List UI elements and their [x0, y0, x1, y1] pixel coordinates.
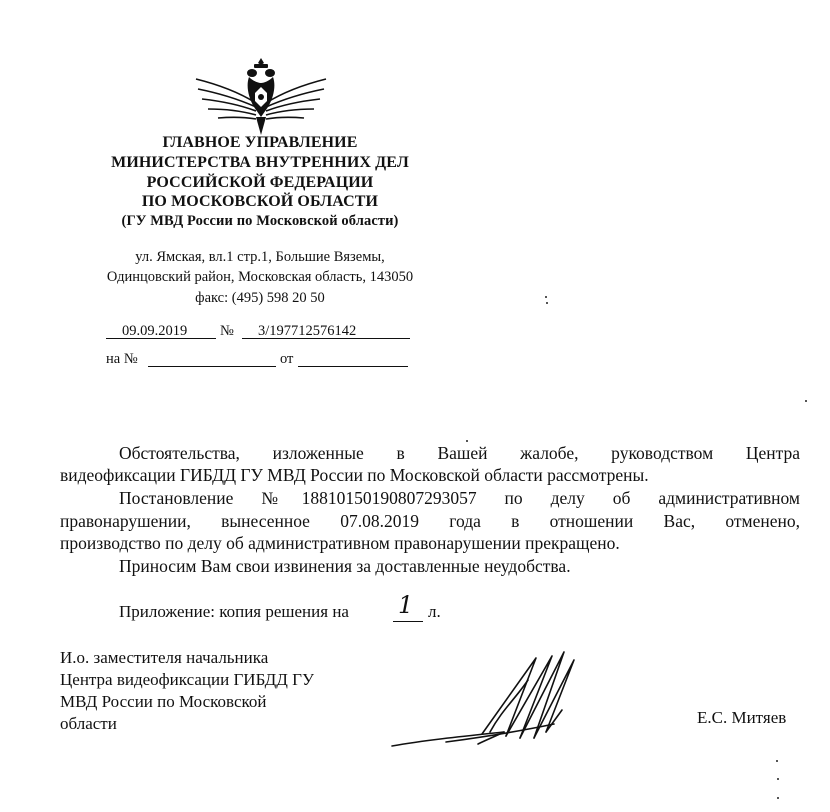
reference-label: на № [106, 351, 138, 367]
mvd-emblem [190, 55, 332, 137]
number-label: № [220, 323, 234, 339]
signatory-title-line-1: И.о. заместителя начальника [60, 648, 269, 667]
date-underline [106, 338, 216, 339]
org-name-line-2: МИНИСТЕРСТВА ВНУТРЕННИХ ДЕЛ [111, 154, 409, 171]
number-underline [242, 338, 410, 339]
fax-number: факс: (495) 598 20 50 [195, 290, 325, 306]
paragraph-1-line-1: Обстоятельства, изложенные в Вашей жалобе, руководством Центра [119, 443, 800, 463]
paragraph-2-line-1: Постановление №18810150190807293057 по делу об административном [119, 488, 800, 508]
org-short-name: (ГУ МВД России по Московской области) [121, 213, 399, 229]
signatory-name: Е.С. Митяев [697, 708, 787, 727]
attachment-prefix: Приложение: копия решения на [119, 602, 349, 621]
attachment-suffix: л. [428, 602, 441, 621]
address-line-1: ул. Ямская, вл.1 стр.1, Большие Вяземы, [135, 249, 385, 265]
from-underline [298, 366, 408, 367]
paragraph-2-line-3: производство по делу об административном правонарушении прекращено. [60, 533, 620, 553]
paragraph-2-line-2: правонарушении, вынесенное 07.08.2019 года в отношении Вас, отменено, [60, 511, 800, 531]
document-number: 3/197712576142 [258, 323, 357, 339]
signatory-title-line-4: области [60, 714, 117, 733]
attachment-count: 1 [398, 591, 414, 619]
document-date: 09.09.2019 [122, 323, 188, 339]
handwritten-signature [386, 640, 586, 755]
org-name-line-1: ГЛАВНОЕ УПРАВЛЕНИЕ [162, 134, 358, 151]
paragraph-3: Приносим Вам свои извинения за доставленные неудобства. [119, 556, 571, 576]
signatory-title-line-2: Центра видеофиксации ГИБДД ГУ [60, 670, 314, 689]
org-name-line-4: ПО МОСКОВСКОЙ ОБЛАСТИ [141, 193, 379, 210]
attachment-underline [393, 621, 423, 622]
reference-underline [148, 366, 276, 367]
address-line-2: Одинцовский район, Московская область, 143050 [106, 269, 414, 285]
signatory-title-line-3: МВД России по Московской [60, 692, 267, 711]
paragraph-1-line-2: видеофиксации ГИБДД ГУ МВД России по Московской области рассмотрены. [60, 465, 649, 485]
org-name-line-3: РОССИЙСКОЙ ФЕДЕРАЦИИ [146, 174, 374, 191]
from-label: от [280, 351, 294, 367]
